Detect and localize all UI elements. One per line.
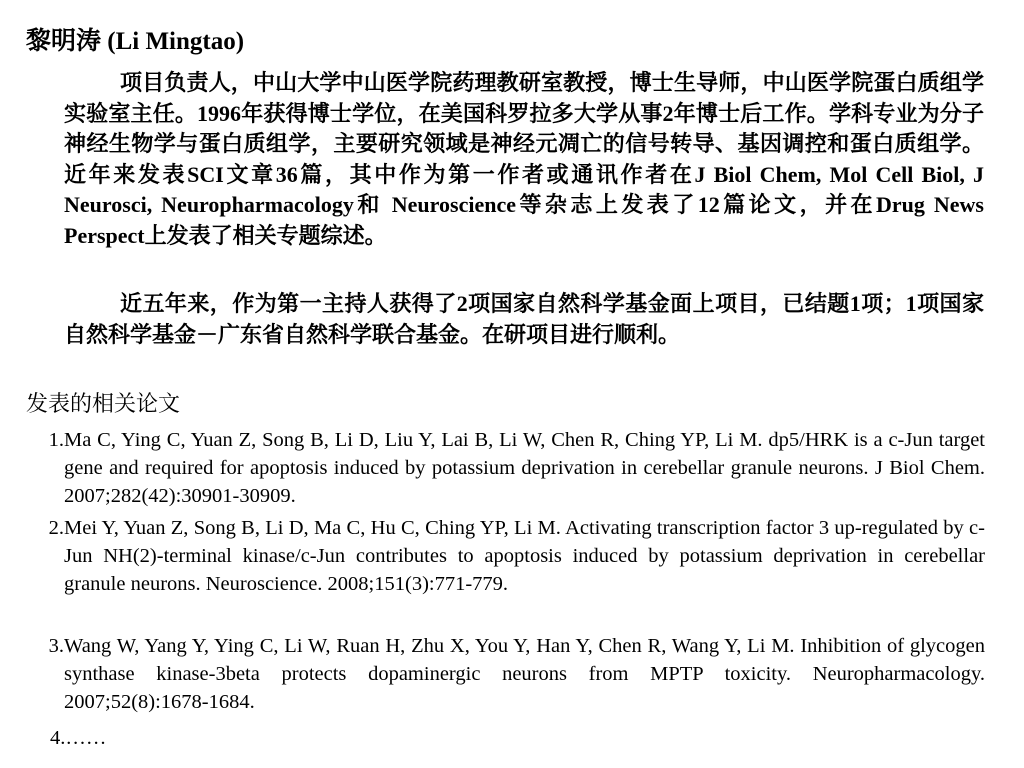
reference-text: Wang W, Yang Y, Ying C, Li W, Ruan H, Zhu X, You Y, Han Y, Chen R, Wang Y, Li M. Inhibition of glycogen synthase kinase-3beta protects dopaminergic neurons from MPTP toxicity. Neuropharmacology. 2007;52(8):1678-1684.: [64, 635, 985, 713]
page-title: 黎明涛 (Li Mingtao): [26, 28, 245, 55]
reference-item-1: [48, 426, 985, 510]
reference-number: 3.: [48, 635, 64, 657]
bio-paragraph-1: 项目负责人，中山大学中山医学院药理教研室教授，博士生导师，中山医学院蛋白质组学实验室主任。1996年获得博士学位，在美国科罗拉多大学从事2年博士后工作。学科专业为分子神经生物学与蛋白质组学，主要研究领域是神经元凋亡的信号转导、基因调控和蛋白质组学。近年来发表SCI文章36篇，其中作为第一作者或通讯作者在J Biol Chem, Mol Cell Biol, J Neurosci, Neuropharmacology和 Neuroscience等杂志上发表了12篇论文，并在Drug News Perspect上发表了相关专题综述。: [64, 70, 984, 248]
bio-paragraph-2: 近五年来，作为第一主持人获得了2项国家自然科学基金面上项目，已结题1项；1项国家自然科学基金－广东省自然科学联合基金。在研项目进行顺利。: [64, 291, 984, 347]
publications-heading: 发表的相关论文: [26, 391, 181, 416]
reference-number: 1.: [48, 429, 64, 451]
reference-item-2: [48, 514, 985, 598]
more-references-ellipsis: 4.……: [50, 727, 107, 749]
reference-text: Mei Y, Yuan Z, Song B, Li D, Ma C, Hu C, Ching YP, Li M. Activating transcription factor 3 up-regulated by c-Jun NH(2)-terminal kinase/c-Jun contributes to apoptosis induced by potassium deprivation in cerebellar granule neurons. Neuroscience. 2008;151(3):771-779.: [64, 517, 985, 595]
reference-item-3: [48, 632, 985, 716]
reference-text: Ma C, Ying C, Yuan Z, Song B, Li D, Liu Y, Lai B, Li W, Chen R, Ching YP, Li M. dp5/HRK is a c-Jun target gene and required for apoptosis induced by potassium deprivation in cerebellar granule neurons. J Biol Chem. 2007;282(42):30901-30909.: [64, 429, 985, 507]
reference-number: 2.: [48, 517, 64, 539]
